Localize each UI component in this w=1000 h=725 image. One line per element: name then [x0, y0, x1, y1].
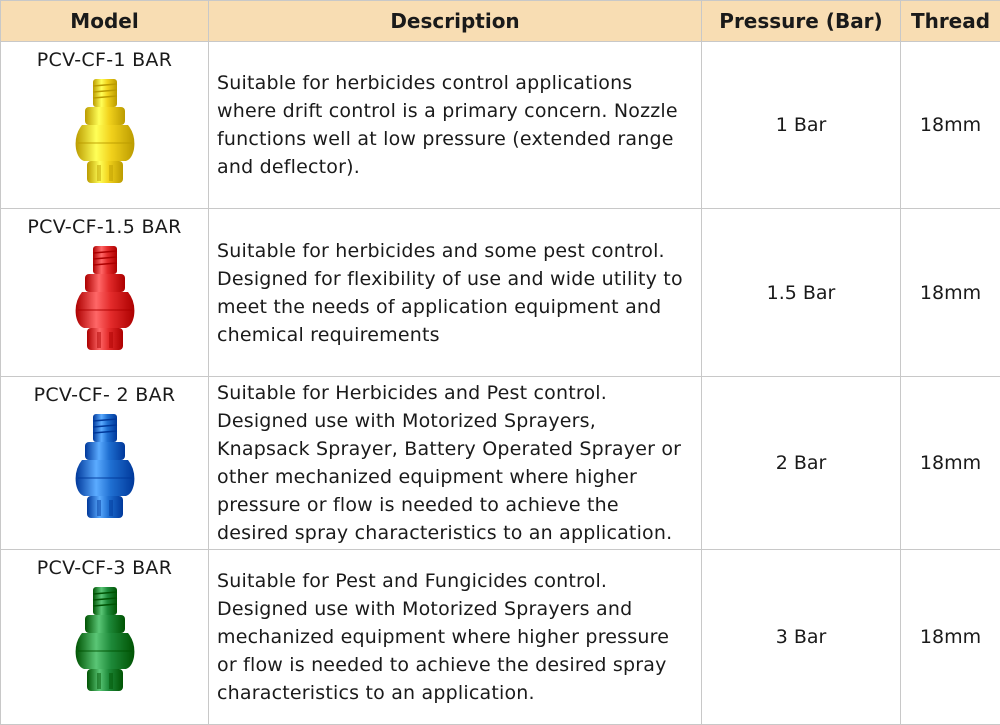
red-nozzle-image	[70, 244, 140, 354]
model-name: PCV-CF-1 BAR	[1, 42, 208, 71]
yellow-nozzle-image	[70, 77, 140, 187]
model-cell	[1, 550, 209, 725]
table-row	[1, 209, 1000, 377]
thread-cell: 18mm	[901, 42, 1000, 209]
model-name: PCV-CF-3 BAR	[1, 550, 208, 579]
header-description: Description	[209, 1, 702, 42]
pressure-cell: 2 Bar	[702, 377, 901, 550]
header-pressure: Pressure (Bar)	[702, 1, 901, 42]
header-thread: Thread	[901, 1, 1000, 42]
table-row	[1, 42, 1000, 209]
description-cell: Suitable for Herbicides and Pest control. Designed use with Motorized Sprayers, Knapsack Sprayer, Battery Operated Sprayer or other mechanized equipment where higher pressure or flow is needed to achieve the desired spray characteristics to an application.	[209, 377, 702, 550]
model-cell	[1, 209, 209, 377]
green-nozzle-image	[70, 585, 140, 695]
thread-cell: 18mm	[901, 209, 1000, 377]
description-cell: Suitable for Pest and Fungicides control. Designed use with Motorized Sprayers and mechanized equipment where higher pressure or flow is needed to achieve the desired spray characteristics to an application.	[209, 550, 702, 725]
model-name: PCV-CF- 2 BAR	[1, 377, 208, 406]
description-cell: Suitable for herbicides control applications where drift control is a primary concern. Nozzle functions well at low pressure (extended range and deflector).	[209, 42, 702, 209]
model-cell	[1, 42, 209, 209]
header-model: Model	[1, 1, 209, 42]
table-row	[1, 550, 1000, 725]
thread-cell: 18mm	[901, 550, 1000, 725]
pressure-cell: 3 Bar	[702, 550, 901, 725]
blue-nozzle-image	[70, 412, 140, 522]
table-row	[1, 377, 1000, 550]
model-cell	[1, 377, 209, 550]
pressure-cell: 1.5 Bar	[702, 209, 901, 377]
header-row	[1, 1, 1000, 42]
thread-cell: 18mm	[901, 377, 1000, 550]
description-cell: Suitable for herbicides and some pest control. Designed for flexibility of use and wide utility to meet the needs of application equipment and chemical requirements	[209, 209, 702, 377]
pressure-cell: 1 Bar	[702, 42, 901, 209]
model-name: PCV-CF-1.5 BAR	[1, 209, 208, 238]
